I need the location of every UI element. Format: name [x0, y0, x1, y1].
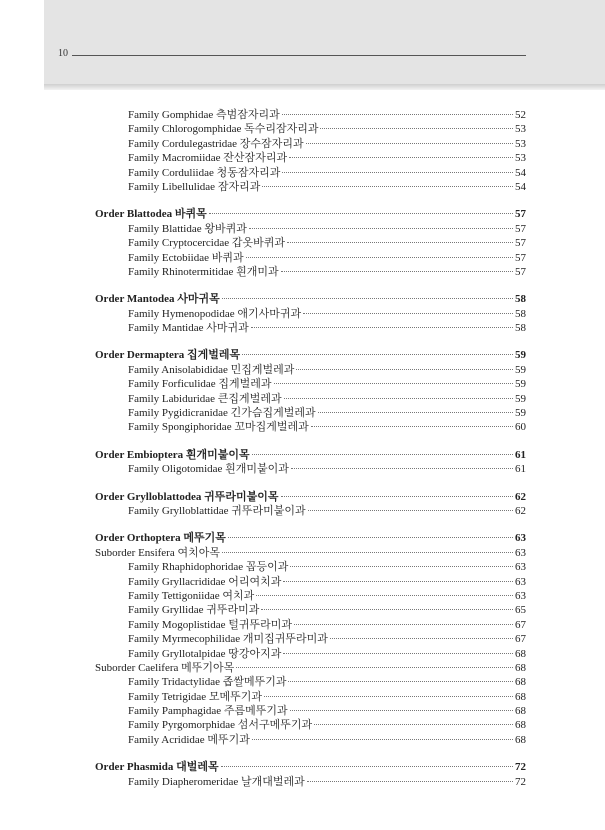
dot-leader	[308, 510, 513, 511]
dot-leader	[222, 552, 513, 553]
toc-entry-page: 68	[515, 705, 526, 718]
dot-leader	[282, 172, 513, 173]
dot-leader	[282, 114, 513, 115]
dot-leader	[222, 298, 513, 299]
toc-entry-label: Family Ectobiidae 바퀴과	[128, 251, 244, 264]
dot-leader	[290, 710, 513, 711]
toc-entry-family	[95, 122, 526, 136]
toc-entry-page: 62	[515, 504, 526, 517]
toc-entry-family	[95, 690, 526, 704]
toc-entry-label: Order Embioptera 흰개미붙이목	[95, 448, 250, 461]
toc-entry-family	[95, 718, 526, 732]
dot-leader	[290, 566, 513, 567]
toc-entry-label: Family Hymenopodidae 애기사마귀과	[128, 307, 302, 320]
toc-entry-family	[95, 363, 526, 377]
dot-leader	[281, 271, 513, 272]
toc-entry-page: 60	[515, 421, 526, 434]
dot-leader	[330, 638, 513, 639]
dot-leader	[283, 581, 513, 582]
toc-entry-page: 63	[515, 532, 526, 545]
toc-entry-family	[95, 504, 526, 518]
toc-entry-family	[95, 675, 526, 689]
toc-entry-family	[95, 603, 526, 617]
toc-entry-label: Family Myrmecophilidae 개미집귀뚜라미과	[128, 633, 328, 646]
toc-entry-family	[95, 733, 526, 747]
toc-entry-label: Family Labiduridae 큰집게벌레과	[128, 392, 282, 405]
toc-entry-label: Family Rhaphidophoridae 꼽등이과	[128, 561, 289, 574]
toc-entry-family	[95, 377, 526, 391]
dot-leader	[311, 426, 513, 427]
toc-entry-label: Family Pyrgomorphidae 섬서구메뚜기과	[128, 719, 313, 732]
toc-entry-label: Suborder Ensifera 여치아목	[95, 546, 220, 559]
dot-leader	[296, 369, 513, 370]
dot-leader	[318, 412, 513, 413]
toc-entry-page: 57	[515, 222, 526, 235]
toc-entry-family	[95, 321, 526, 335]
dot-leader	[221, 766, 513, 767]
toc-entry-label: Order Mantodea 사마귀목	[95, 293, 220, 306]
page-number: 10	[58, 48, 68, 59]
dot-leader	[251, 327, 513, 328]
toc-entry-label: Family Chlorogomphidae 독수리잠자리과	[128, 123, 319, 136]
toc-entry-family	[95, 137, 526, 151]
toc-entry-page: 59	[515, 407, 526, 420]
toc-entry-page: 63	[515, 561, 526, 574]
toc-entry-label: Family Gryllacrididae 어리여치과	[128, 575, 282, 588]
dot-leader	[274, 383, 513, 384]
toc-entry-label: Family Forficulidae 집게벌레과	[128, 378, 272, 391]
toc-entry-suborder	[95, 546, 526, 560]
toc-entry-page: 61	[515, 463, 526, 476]
toc-entry-page: 63	[515, 589, 526, 602]
dot-leader	[249, 228, 513, 229]
toc-entry-label: Family Tetrigidae 모메뚜기과	[128, 690, 263, 703]
dot-leader	[306, 143, 513, 144]
toc-entry-order	[95, 490, 526, 504]
dot-leader	[291, 468, 513, 469]
dot-leader	[242, 354, 513, 355]
toc-entry-page: 53	[515, 152, 526, 165]
toc-entry-label: Family Gryllidae 귀뚜라미과	[128, 604, 260, 617]
toc-entry-page: 57	[515, 265, 526, 278]
toc-entry-order	[95, 531, 526, 545]
toc-entry-label: Family Pamphagidae 주름메뚜기과	[128, 705, 288, 718]
toc-entry-page: 72	[515, 761, 526, 774]
dot-leader	[228, 537, 513, 538]
toc-entry-page: 57	[515, 237, 526, 250]
dot-leader	[209, 213, 513, 214]
toc-entry-label: Family Mantidae 사마귀과	[128, 322, 249, 335]
toc-entry-label: Family Cryptocercidae 갑옷바퀴과	[128, 237, 285, 250]
toc-entry-order	[95, 448, 526, 462]
toc-entry-label: Family Anisolabididae 민집게벌레과	[128, 363, 295, 376]
toc-entry-page: 58	[515, 322, 526, 335]
toc-entry-page: 59	[515, 363, 526, 376]
dot-leader	[246, 257, 513, 258]
toc-entry-family	[95, 265, 526, 279]
toc-entry-order	[95, 292, 526, 306]
toc-entry-page: 61	[515, 448, 526, 461]
toc-entry-family	[95, 420, 526, 434]
toc-entry-label: Family Corduliidae 청동잠자리과	[128, 166, 281, 179]
dot-leader	[303, 313, 513, 314]
dot-leader	[307, 781, 513, 782]
toc-entry-page: 72	[515, 775, 526, 788]
table-of-contents	[95, 108, 526, 789]
dot-leader	[261, 609, 513, 610]
toc-entry-family	[95, 589, 526, 603]
toc-entry-label: Family Oligotomidae 흰개미붙이과	[128, 463, 289, 476]
toc-entry-label: Family Diapheromeridae 날개대벌레과	[128, 775, 305, 788]
toc-entry-label: Family Libellulidae 잠자리과	[128, 180, 261, 193]
toc-entry-label: Order Blattodea 바퀴목	[95, 208, 207, 221]
dot-leader	[252, 739, 513, 740]
toc-entry-label: Family Mogoplistidae 털귀뚜라미과	[128, 618, 292, 631]
toc-entry-page: 67	[515, 618, 526, 631]
toc-entry-family	[95, 166, 526, 180]
toc-entry-order	[95, 348, 526, 362]
dot-leader	[289, 157, 513, 158]
toc-entry-page: 68	[515, 690, 526, 703]
toc-entry-label: Order Dermaptera 집게벌레목	[95, 349, 241, 362]
toc-entry-order	[95, 207, 526, 221]
toc-entry-label: Family Acrididae 메뚜기과	[128, 733, 250, 746]
toc-entry-page: 52	[515, 109, 526, 121]
toc-entry-family	[95, 647, 526, 661]
toc-entry-page: 53	[515, 137, 526, 150]
toc-entry-page: 68	[515, 733, 526, 746]
dot-leader	[294, 624, 513, 625]
toc-entry-family	[95, 632, 526, 646]
toc-entry-page: 57	[515, 208, 526, 221]
toc-entry-family	[95, 180, 526, 194]
toc-entry-label: Order Orthoptera 메뚜기목	[95, 532, 226, 545]
toc-entry-family	[95, 618, 526, 632]
toc-entry-page: 54	[515, 166, 526, 179]
toc-entry-page: 59	[515, 349, 526, 362]
toc-entry-family	[95, 108, 526, 122]
toc-entry-label: Family Rhinotermitidae 흰개미과	[128, 265, 279, 278]
dot-leader	[264, 696, 513, 697]
toc-entry-page: 62	[515, 490, 526, 503]
toc-entry-label: Family Grylloblattidae 귀뚜라미붙이과	[128, 504, 306, 517]
toc-entry-family	[95, 462, 526, 476]
toc-entry-page: 68	[515, 719, 526, 732]
toc-entry-order	[95, 760, 526, 774]
toc-entry-label: Family Tettigoniidae 여치과	[128, 589, 255, 602]
toc-entry-page: 57	[515, 251, 526, 264]
dot-leader	[288, 681, 513, 682]
toc-entry-label: Suborder Caelifera 메뚜기아목	[95, 661, 235, 674]
toc-entry-family	[95, 406, 526, 420]
toc-entry-page: 58	[515, 307, 526, 320]
toc-entry-label: Family Spongiphoridae 꼬마집게벌레과	[128, 421, 309, 434]
dot-leader	[284, 398, 513, 399]
toc-entry-label: Family Gomphidae 측범잠자리과	[128, 109, 280, 121]
toc-entry-family	[95, 307, 526, 321]
toc-entry-family	[95, 560, 526, 574]
toc-entry-page: 54	[515, 180, 526, 193]
toc-entry-label: Order Phasmida 대벌레목	[95, 761, 219, 774]
toc-entry-family	[95, 704, 526, 718]
toc-entry-page: 59	[515, 378, 526, 391]
toc-entry-family	[95, 251, 526, 265]
toc-entry-family	[95, 775, 526, 789]
toc-entry-page: 65	[515, 604, 526, 617]
toc-entry-family	[95, 151, 526, 165]
toc-entry-family	[95, 236, 526, 250]
toc-entry-label: Order Grylloblattodea 귀뚜라미붙이목	[95, 490, 279, 503]
toc-entry-label: Family Blattidae 왕바퀴과	[128, 222, 247, 235]
toc-entry-page: 68	[515, 647, 526, 660]
toc-entry-page: 53	[515, 123, 526, 136]
page-header-band	[44, 0, 605, 84]
toc-entry-page: 63	[515, 546, 526, 559]
toc-entry-family	[95, 222, 526, 236]
toc-entry-label: Family Gryllotalpidae 땅강아지과	[128, 647, 282, 660]
toc-entry-page: 68	[515, 661, 526, 674]
dot-leader	[236, 667, 513, 668]
toc-entry-label: Family Macromiidae 잔산잠자리과	[128, 152, 288, 165]
dot-leader	[252, 454, 513, 455]
toc-entry-page: 58	[515, 293, 526, 306]
dot-leader	[287, 242, 513, 243]
toc-entry-page: 63	[515, 575, 526, 588]
toc-entry-label: Family Tridactylidae 좁쌀메뚜기과	[128, 676, 287, 689]
dot-leader	[320, 128, 513, 129]
toc-entry-suborder	[95, 661, 526, 675]
toc-entry-page: 67	[515, 633, 526, 646]
dot-leader	[262, 186, 513, 187]
dot-leader	[314, 724, 513, 725]
toc-entry-family	[95, 392, 526, 406]
toc-entry-family	[95, 575, 526, 589]
dot-leader	[256, 595, 513, 596]
toc-entry-label: Family Cordulegastridae 장수잠자리과	[128, 137, 304, 150]
toc-entry-page: 68	[515, 676, 526, 689]
toc-entry-label: Family Pygidicranidae 긴가슴집게벌레과	[128, 407, 316, 420]
dot-leader	[283, 653, 513, 654]
toc-entry-page: 59	[515, 392, 526, 405]
dot-leader	[281, 496, 513, 497]
header-rule	[72, 55, 526, 56]
